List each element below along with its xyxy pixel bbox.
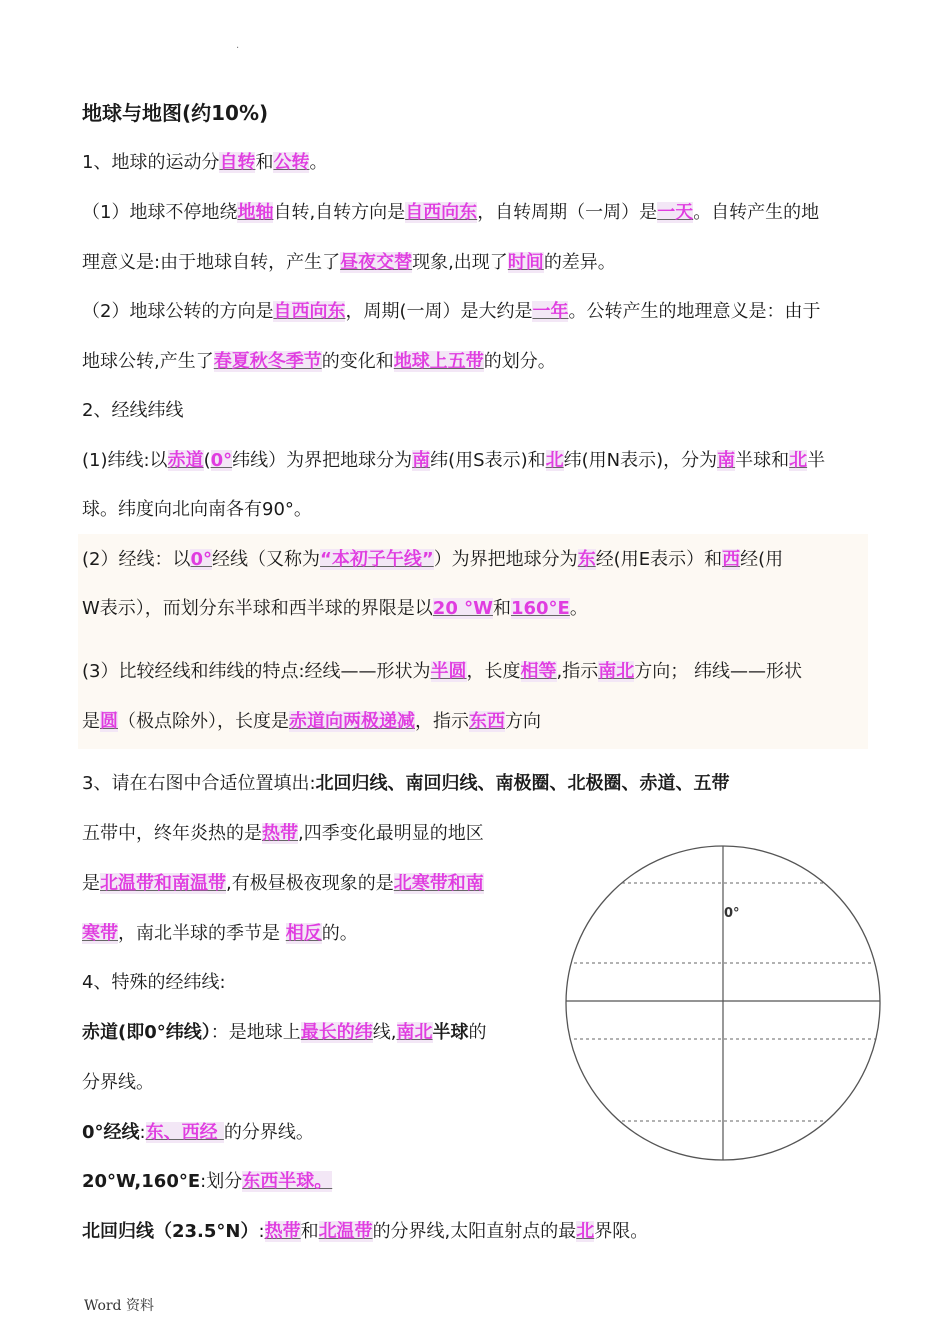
paragraph-rotation-line1: （1）地球不停地绕地轴自转,自转方向是自西向东，自转周期（一周）是一天。自转产生的地 [82, 202, 820, 223]
paragraph-latitude-line1: (1)纬线:以赤道(0°纬线）为界把地球分为南纬(用S表示)和北纬(用N表示)，分为南半球和北半 [82, 450, 826, 471]
page-title: 地球与地图(约10%) [82, 101, 269, 125]
section-heading-fill-in: 3、请在右图中合适位置填出:北回归线、南回归线、南极圈、北极圈、赤道、五带 [82, 773, 730, 794]
paragraph-revolution-line2: 地球公转,产生了春夏秋冬季节的变化和地球上五带的划分。 [82, 351, 556, 372]
stray-dot: . [236, 40, 240, 51]
footer-word-doc: Word 资料 [84, 1298, 154, 1314]
paragraph-earth-motion: 1、地球的运动分自转和公转。 [82, 152, 328, 173]
paragraph-zones-line1: 五带中，终年炎热的是热带,四季变化最明显的地区 [82, 823, 484, 844]
paragraph-hemisphere-boundary: 20°W,160°E:划分东西半球。 [82, 1171, 333, 1192]
paragraph-zones-line2: 是北温带和南温带,有极昼极夜现象的是北寒带和南 [82, 873, 484, 894]
paragraph-latitude-line2: 球。纬度向北向南各有90°。 [82, 499, 312, 520]
section-heading-special-lines: 4、特殊的经纬线: [82, 972, 226, 993]
globe-label-0: 0° [724, 906, 740, 921]
paragraph-equator-line1: 赤道(即0°纬线）：是地球上最长的纬线,南北半球的 [82, 1022, 487, 1043]
paragraph-revolution-line1: （2）地球公转的方向是自西向东，周期(一周）是大约是一年。公转产生的地理意义是：由于 [82, 301, 821, 322]
paragraph-rotation-line2: 理意义是:由于地球自转，产生了昼夜交替现象,出现了时间的差异。 [82, 252, 616, 273]
paragraph-tropic-of-cancer: 北回归线（23.5°N）:热带和北温带的分界线,太阳直射点的最北界限。 [82, 1221, 649, 1242]
globe-diagram [562, 843, 882, 1167]
paragraph-longitude-line2: W表示），而划分东半球和西半球的界限是以20 °W和160°E。 [82, 598, 588, 619]
paragraph-compare-line1: (3）比较经线和纬线的特点:经线——形状为半圆，长度相等,指示南北方向； 纬线——形状 [82, 661, 803, 682]
paragraph-prime-meridian: 0°经线:东、西经 的分界线。 [82, 1122, 314, 1143]
section-heading-lat-long: 2、经线纬线 [82, 400, 184, 421]
paragraph-compare-line2: 是圆（极点除外），长度是赤道向两极递减，指示东西方向 [82, 711, 541, 732]
paragraph-longitude-line1: (2）经线：以0°经线（又称为“本初子午线”）为界把地球分为东经(用E表示）和西经(用 [82, 549, 784, 570]
paragraph-equator-line2: 分界线。 [82, 1072, 154, 1093]
paragraph-zones-line3: 寒带，南北半球的季节是 相反的。 [82, 923, 358, 944]
